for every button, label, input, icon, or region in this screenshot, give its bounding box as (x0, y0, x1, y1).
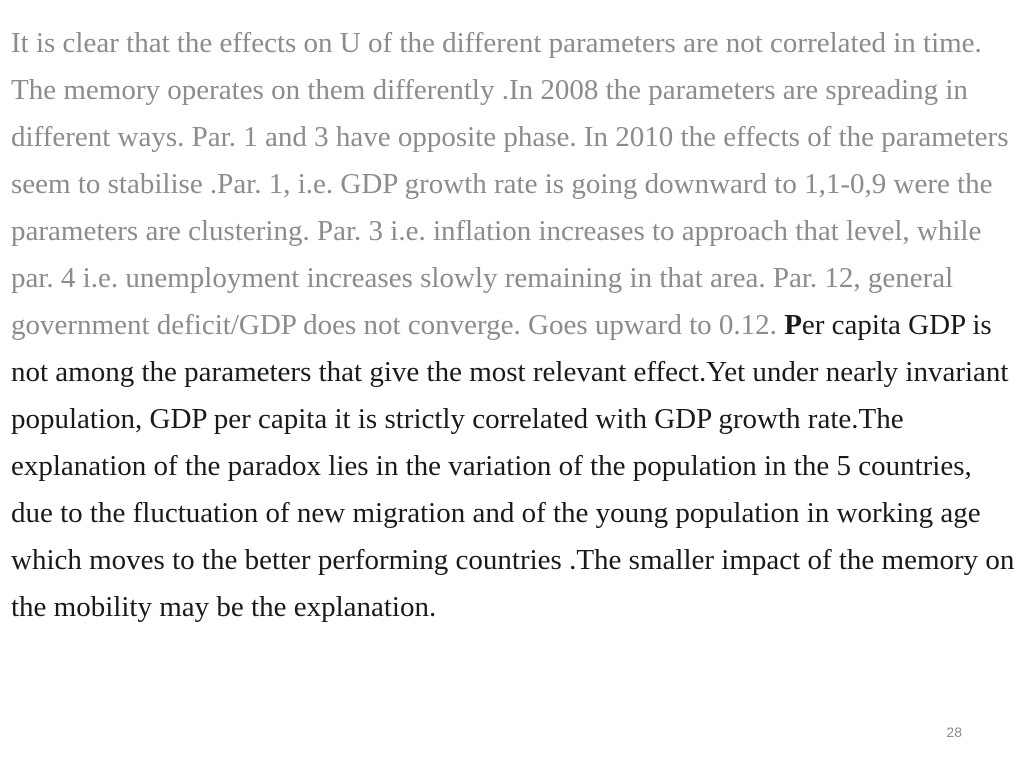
slide-body-paragraph (11, 20, 1019, 631)
paragraph-grey-text: It is clear that the effects on U of the different parameters are not correlated in time. The memory operates on them differently .In 2008 the parameters are spreading in different ways. Par. 1 and 3 have opposite phase. In 2010 the effects of the parameters seem to stabilise .Par. 1, i.e. GDP growth rate is going downward to 1,1-0,9 were the parameters are clustering. Par. 3 i.e. inflation increases to approach that level, while par. 4 i.e. unemployment increases slowly remaining in that area. Par. 12, general government deficit/GDP does not converge. Goes upward to 0.12. (11, 27, 1009, 341)
paragraph-bold-initial: P (784, 309, 802, 341)
slide-page-number: 28 (946, 724, 962, 740)
paragraph-dark-text (11, 309, 1014, 623)
paragraph-dark-text-rest: er capita GDP is not among the parameters that give the most relevant effect.Yet under nearly invariant population, GDP per capita it is strictly correlated with GDP growth rate.The explanation of the paradox lies in the variation of the population in the 5 countries, due to the fluctuation of new migration and of the young population in working age which moves to the better performing countries .The smaller impact of the memory on the mobility may be the explanation. (11, 309, 1015, 623)
